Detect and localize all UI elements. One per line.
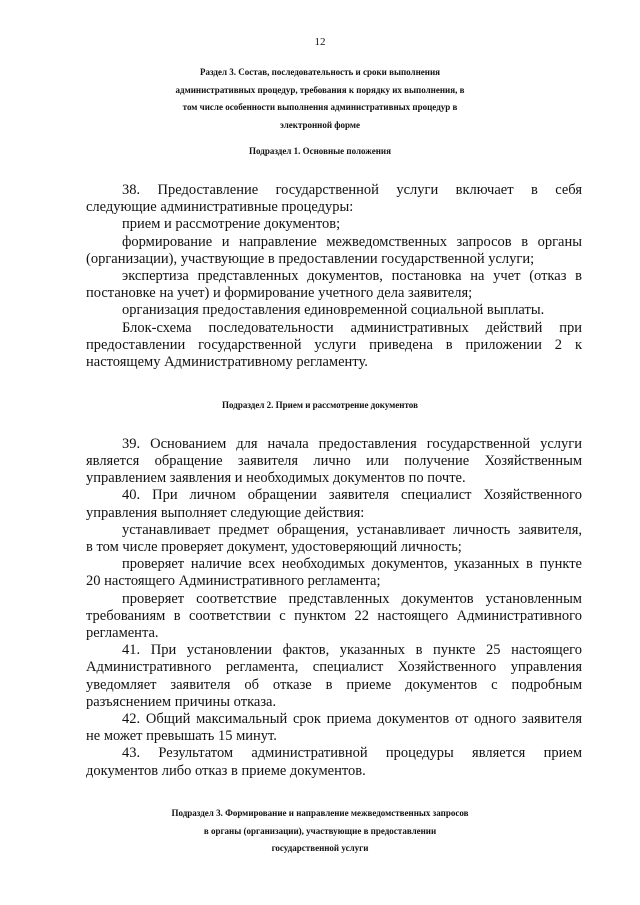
text-line: Административного регламента, специалист Хозяйственного управления — [86, 659, 582, 675]
text-line: устанавливает предмет обращения, устанавливает личность заявителя, — [122, 522, 582, 538]
subsection-1-heading: Подраздел 1. Основные положения — [249, 146, 391, 156]
section-heading-line: электронной форме — [279, 119, 361, 130]
text-line: прием и рассмотрение документов; — [122, 216, 341, 232]
text-line: организация предоставления единовременной социальной выплаты. — [122, 302, 545, 318]
text-line: регламента. — [86, 625, 159, 641]
subsection-3-heading-line: Подраздел 3. Формирование и направление межведомственных запросов — [171, 808, 469, 818]
text-line: 42. Общий максимальный срок приема документов от одного заявителя — [122, 711, 582, 727]
text-line: Блок-схема последовательности административных действий при — [122, 320, 582, 336]
text-line: является обращение заявителя лично или получение Хозяйственным — [86, 453, 582, 469]
text-line: формирование и направление межведомственных запросов в органы — [122, 234, 582, 250]
subsection-3-heading — [0, 805, 640, 858]
text-line: настоящему Административному регламенту. — [86, 354, 368, 370]
text-line: требованиям в соответствии с пунктом 22 настоящего Административного — [86, 608, 582, 624]
text-line: разъяснением причины отказа. — [86, 694, 277, 710]
text-line: не может превышать 15 минут. — [86, 728, 277, 744]
section-heading — [0, 64, 640, 134]
subsection-3-heading-line: государственной услуги — [271, 843, 369, 853]
section-heading-line: административных процедур, требования к порядку их выполнения, в — [175, 84, 465, 95]
text-line: предоставлении государственной услуги приведена в приложении 2 к — [86, 337, 582, 353]
subsection-2-heading: Подраздел 2. Прием и рассмотрение документов — [222, 400, 418, 410]
text-line: управлением заявления и необходимых документов по почте. — [86, 470, 466, 486]
text-line: постановке на учет) и формирование учетного дела заявителя; — [86, 285, 473, 301]
text-line: 38. Предоставление государственной услуги включает в себя — [122, 182, 582, 198]
text-line: экспертиза представленных документов, постановка на учет (отказ в — [122, 268, 582, 284]
text-line: (организации), участвующие в предоставлении государственной услуги; — [86, 251, 535, 267]
page-number: 12 — [314, 36, 326, 48]
text-line: 39. Основанием для начала предоставления государственной услуги — [122, 436, 582, 452]
text-line: документов либо отказ в приеме документов. — [86, 763, 366, 779]
subsection-3-heading-line: в органы (организации), участвующие в предоставлении — [203, 825, 437, 836]
text-line: 41. При установлении фактов, указанных в пункте 25 настоящего — [122, 642, 582, 658]
text-line: управления выполняет следующие действия: — [86, 505, 365, 521]
text-line: проверяет наличие всех необходимых документов, указанных в пункте — [122, 556, 582, 572]
text-line: в том числе проверяет документ, удостоверяющий личность; — [86, 539, 462, 555]
section-heading-line: том числе особенности выполнения административных процедур в — [182, 102, 458, 112]
text-line: 43. Результатом административной процедуры является прием — [122, 745, 582, 761]
text-line: 20 настоящего Административного регламента; — [86, 573, 381, 589]
section-heading-line: Раздел 3. Состав, последовательность и сроки выполнения — [199, 67, 441, 77]
text-line: 40. При личном обращении заявителя специалист Хозяйственного — [122, 487, 582, 503]
text-line: проверяет соответствие представленных документов установленным — [122, 591, 582, 607]
text-line: уведомляет заявителя об отказе в приеме документов с подробным — [86, 677, 582, 693]
text-line: следующие административные процедуры: — [86, 199, 354, 215]
